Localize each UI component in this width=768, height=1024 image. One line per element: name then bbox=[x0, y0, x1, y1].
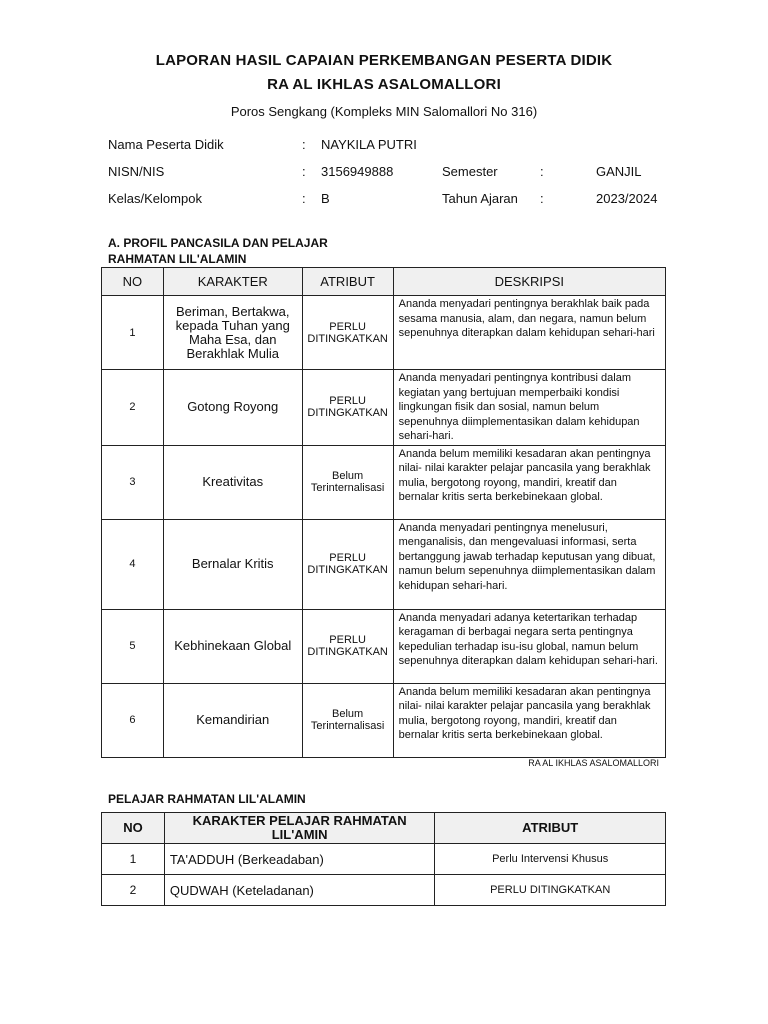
table-row bbox=[102, 370, 666, 446]
table-row bbox=[102, 844, 666, 875]
header-karakter: KARAKTER PELAJAR RAHMATAN LIL'AMIN bbox=[164, 813, 435, 844]
row-atribut: PERLU DITINGKATKAN bbox=[302, 370, 393, 446]
table-row bbox=[102, 296, 666, 370]
row-karakter: Beriman, Bertakwa, kepada Tuhan yang Maha Esa, dan Berakhlak Mulia bbox=[163, 296, 302, 370]
table-row bbox=[102, 445, 666, 519]
row-atribut: PERLU DITINGKATKAN bbox=[302, 609, 393, 683]
report-title: LAPORAN HASIL CAPAIAN PERKEMBANGAN PESERTA DIDIK bbox=[155, 52, 613, 69]
colon: : bbox=[302, 137, 306, 152]
row-karakter: TA'ADDUH (Berkeadaban) bbox=[164, 844, 435, 875]
row-deskripsi: Ananda menyadari pentingnya berakhlak baik pada sesama manusia, alam, dan negara, namun belum sepenuhnya diterapkan dalam kehidupan sehari-hari bbox=[393, 296, 665, 370]
header-atribut: ATRIBUT bbox=[302, 268, 393, 296]
table-row bbox=[102, 609, 666, 683]
row-no: 3 bbox=[102, 445, 164, 519]
row-no: 6 bbox=[102, 683, 164, 757]
nisn-label: NISN/NIS bbox=[108, 164, 165, 179]
row-no: 2 bbox=[102, 370, 164, 446]
row-karakter: Kreativitas bbox=[163, 445, 302, 519]
tahun-value: 2023/2024 bbox=[596, 191, 658, 206]
nisn-value: 3156949888 bbox=[321, 164, 394, 179]
table-row bbox=[102, 519, 666, 609]
student-name: NAYKILA PUTRI bbox=[321, 137, 417, 152]
row-no: 4 bbox=[102, 519, 164, 609]
colon: : bbox=[540, 191, 544, 206]
section-a-title bbox=[108, 235, 328, 267]
row-atribut: Belum Terinternalisasi bbox=[302, 445, 393, 519]
kelas-value: B bbox=[321, 191, 330, 206]
school-footer-note: RA AL IKHLAS ASALOMALLORI bbox=[528, 758, 659, 768]
row-atribut: Perlu Intervensi Khusus bbox=[435, 844, 666, 875]
table-header-row bbox=[102, 813, 666, 844]
row-deskripsi: Ananda menyadari adanya ketertarikan terhadap keragaman di berbagai negara serta pentingnya kepedulian terhadap isu-isu global, namun belum sepenuhnya diterapkan dalam kehidupan sehari-hari. bbox=[393, 609, 665, 683]
section-a-title-line2: RAHMATAN LIL'ALAMIN bbox=[108, 252, 247, 266]
colon: : bbox=[302, 164, 306, 179]
tahun-label: Tahun Ajaran bbox=[442, 191, 518, 206]
row-no: 1 bbox=[102, 296, 164, 370]
table-row bbox=[102, 683, 666, 757]
row-deskripsi: Ananda belum memiliki kesadaran akan pentingnya nilai- nilai karakter pelajar pancasila yang berakhlak mulia, bergotong royong, mandiri, kreatif dan bernalar kritis serta berkebinekaan global. bbox=[393, 445, 665, 519]
header-deskripsi: DESKRIPSI bbox=[393, 268, 665, 296]
row-no: 5 bbox=[102, 609, 164, 683]
colon: : bbox=[540, 164, 544, 179]
kelas-label: Kelas/Kelompok bbox=[108, 191, 202, 206]
name-label: Nama Peserta Didik bbox=[108, 137, 224, 152]
header-karakter: KARAKTER bbox=[163, 268, 302, 296]
row-deskripsi: Ananda belum memiliki kesadaran akan pentingnya nilai- nilai karakter pelajar pancasila yang berakhlak mulia, bergotong royong, mandiri, kreatif dan bernalar kritis serta berkebinekaan global. bbox=[393, 683, 665, 757]
row-atribut: PERLU DITINGKATKAN bbox=[302, 519, 393, 609]
row-atribut: PERLU DITINGKATKAN bbox=[435, 875, 666, 906]
colon: : bbox=[302, 191, 306, 206]
profil-table bbox=[101, 267, 666, 758]
row-no: 1 bbox=[102, 844, 165, 875]
school-name: RA AL IKHLAS ASALOMALLORI bbox=[267, 76, 501, 93]
row-karakter: Kemandirian bbox=[163, 683, 302, 757]
row-deskripsi: Ananda menyadari pentingnya menelusuri, menganalisis, dan mengevaluasi informasi, serta bertanggung jawab terhadap keputusan yang dibuat, namun belum sepenuhnya diimplementasikan dalam kehidupan sehari-hari. bbox=[393, 519, 665, 609]
row-karakter: Gotong Royong bbox=[163, 370, 302, 446]
section-a-title-line1: A. PROFIL PANCASILA DAN PELAJAR bbox=[108, 236, 328, 250]
header-no: NO bbox=[102, 268, 164, 296]
rahmatan-table bbox=[101, 812, 666, 906]
semester-value: GANJIL bbox=[596, 164, 642, 179]
row-atribut: PERLU DITINGKATKAN bbox=[302, 296, 393, 370]
table-header-row bbox=[102, 268, 666, 296]
row-atribut: Belum Terinternalisasi bbox=[302, 683, 393, 757]
school-address: Poros Sengkang (Kompleks MIN Salomallori No 316) bbox=[230, 104, 538, 119]
row-no: 2 bbox=[102, 875, 165, 906]
header-atribut: ATRIBUT bbox=[435, 813, 666, 844]
row-karakter: QUDWAH (Keteladanan) bbox=[164, 875, 435, 906]
row-karakter: Kebhinekaan Global bbox=[163, 609, 302, 683]
table-row bbox=[102, 875, 666, 906]
header-no: NO bbox=[102, 813, 165, 844]
row-karakter: Bernalar Kritis bbox=[163, 519, 302, 609]
section-b-title: PELAJAR RAHMATAN LIL'ALAMIN bbox=[108, 792, 306, 806]
semester-label: Semester bbox=[442, 164, 498, 179]
row-deskripsi: Ananda menyadari pentingnya kontribusi dalam kegiatan yang bertujuan memperbaiki kondisi lingkungan fisik dan sosial, namun belum sepenuhnya diimplementasikan dalam kehidupan sehari-hari. bbox=[393, 370, 665, 446]
